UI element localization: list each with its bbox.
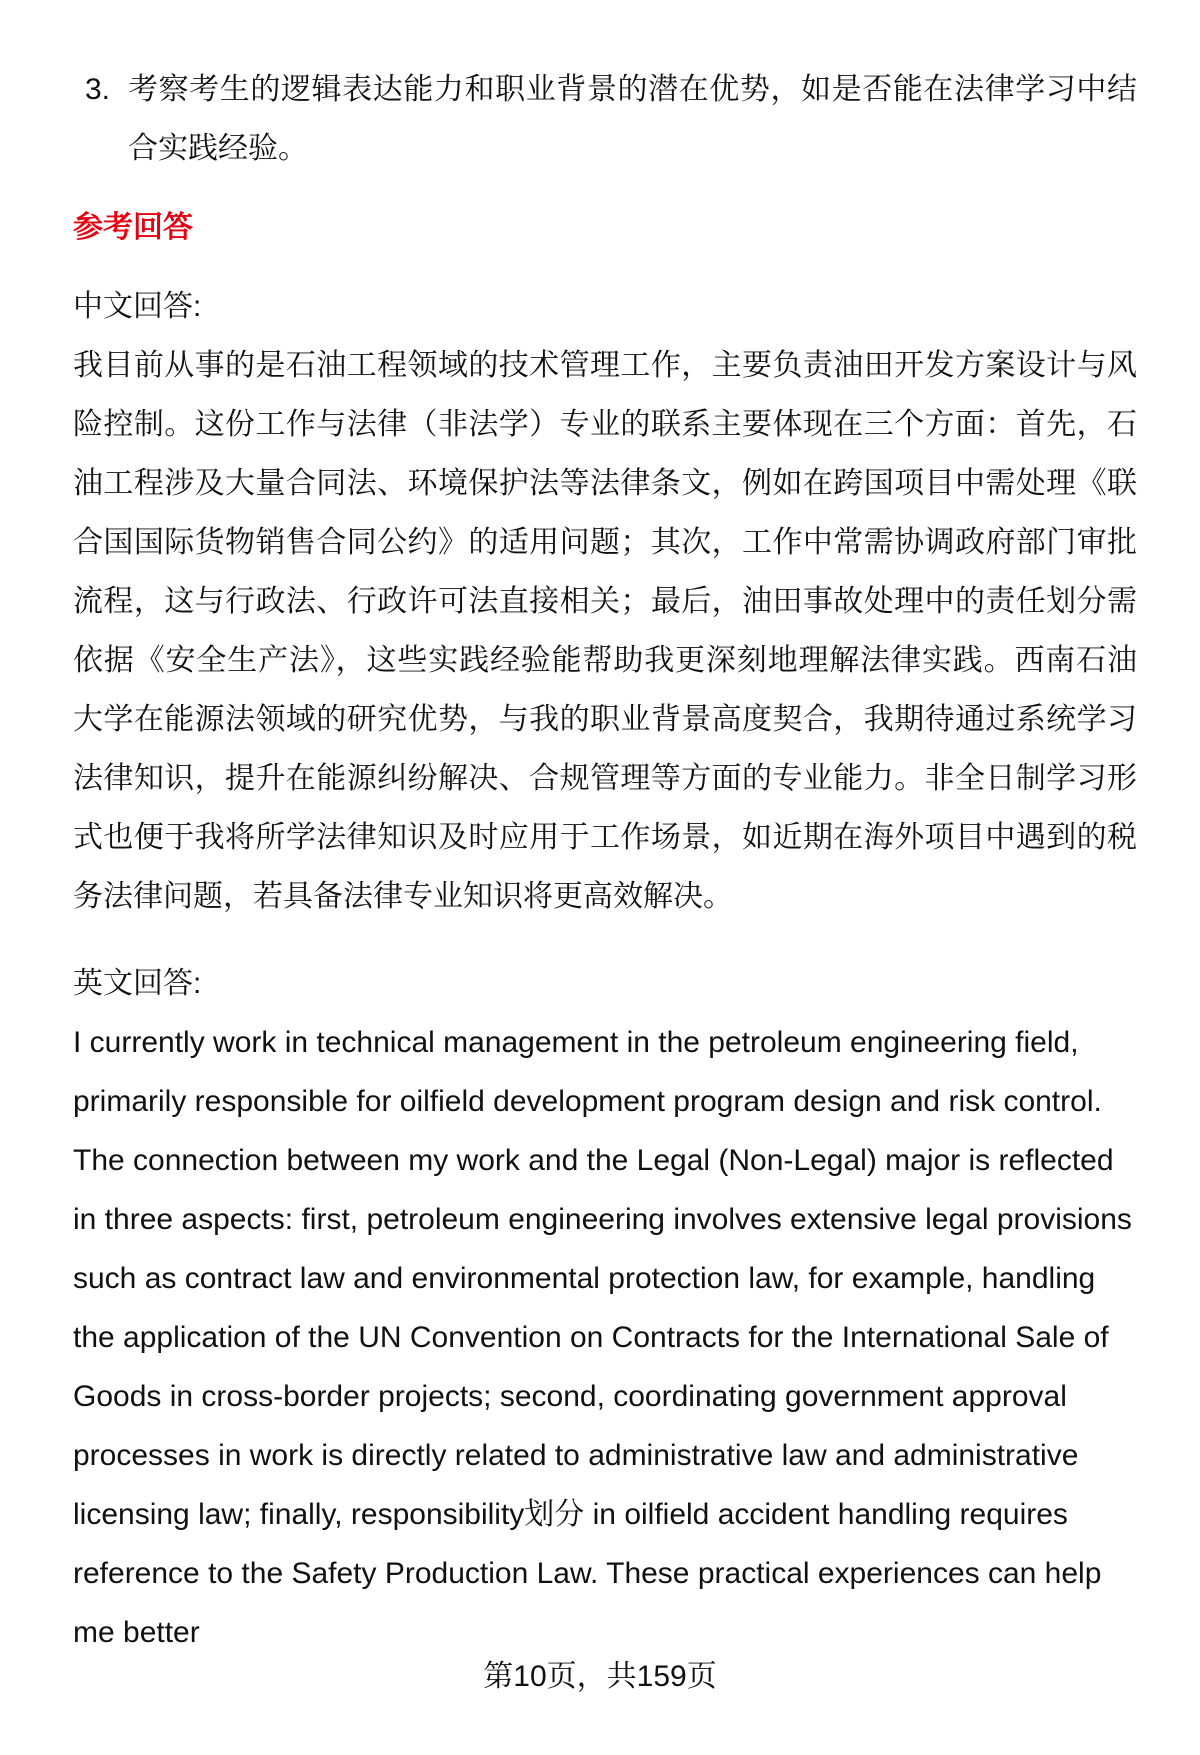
document-page — [73, 60, 1137, 1662]
list-item — [73, 60, 1137, 178]
list-text: 考察考生的逻辑表达能力和职业背景的潜在优势，如是否能在法律学习中结合实践经验。 — [128, 73, 1137, 165]
page-indicator: 第10页，共159页 — [483, 1660, 717, 1693]
english-answer-label: 英文回答: — [73, 967, 202, 1000]
list-number: 3. — [85, 73, 111, 106]
english-answer-text: I currently work in technical management in the petroleum engineering field, primarily responsible for oilfield development program design and risk control. The connection between my work and the Legal (Non-Legal) major is reflected in three aspects: first, petroleum engineering involves extensive legal provisions such as contract law and environmental protection law, for example, handling the application of the UN Convention on Contracts for the International Sale of Goods in cross-border projects; second, coordinating government approval processes in work is directly related to administrative law and administrative licensing law; finally, responsibility划分 in oilfield accident handling requires reference to the Safety Production Law. These practical experiences can help me better — [73, 1026, 1132, 1649]
reference-answer-heading: 参考回答 — [73, 211, 193, 244]
chinese-answer-label: 中文回答: — [73, 290, 202, 323]
chinese-answer-text: 我目前从事的是石油工程领域的技术管理工作，主要负责油田开发方案设计与风险控制。这份工作与法律（非法学）专业的联系主要体现在三个方面：首先，石油工程涉及大量合同法、环境保护法等法律条文，例如在跨国项目中需处理《联合国国际货物销售合同公约》的适用问题；其次，工作中常需协调政府部门审批流程，这与行政法、行政许可法直接相关；最后，油田事故处理中的责任划分需依据《安全生产法》，这些实践经验能帮助我更深刻地理解法律实践。西南石油大学在能源法领域的研究优势，与我的职业背景高度契合，我期待通过系统学习法律知识，提升在能源纠纷解决、合规管理等方面的专业能力。非全日制学习形式也便于我将所学法律知识及时应用于工作场景，如近期在海外项目中遇到的税务法律问题，若具备法律专业知识将更高效解决。 — [73, 349, 1137, 913]
